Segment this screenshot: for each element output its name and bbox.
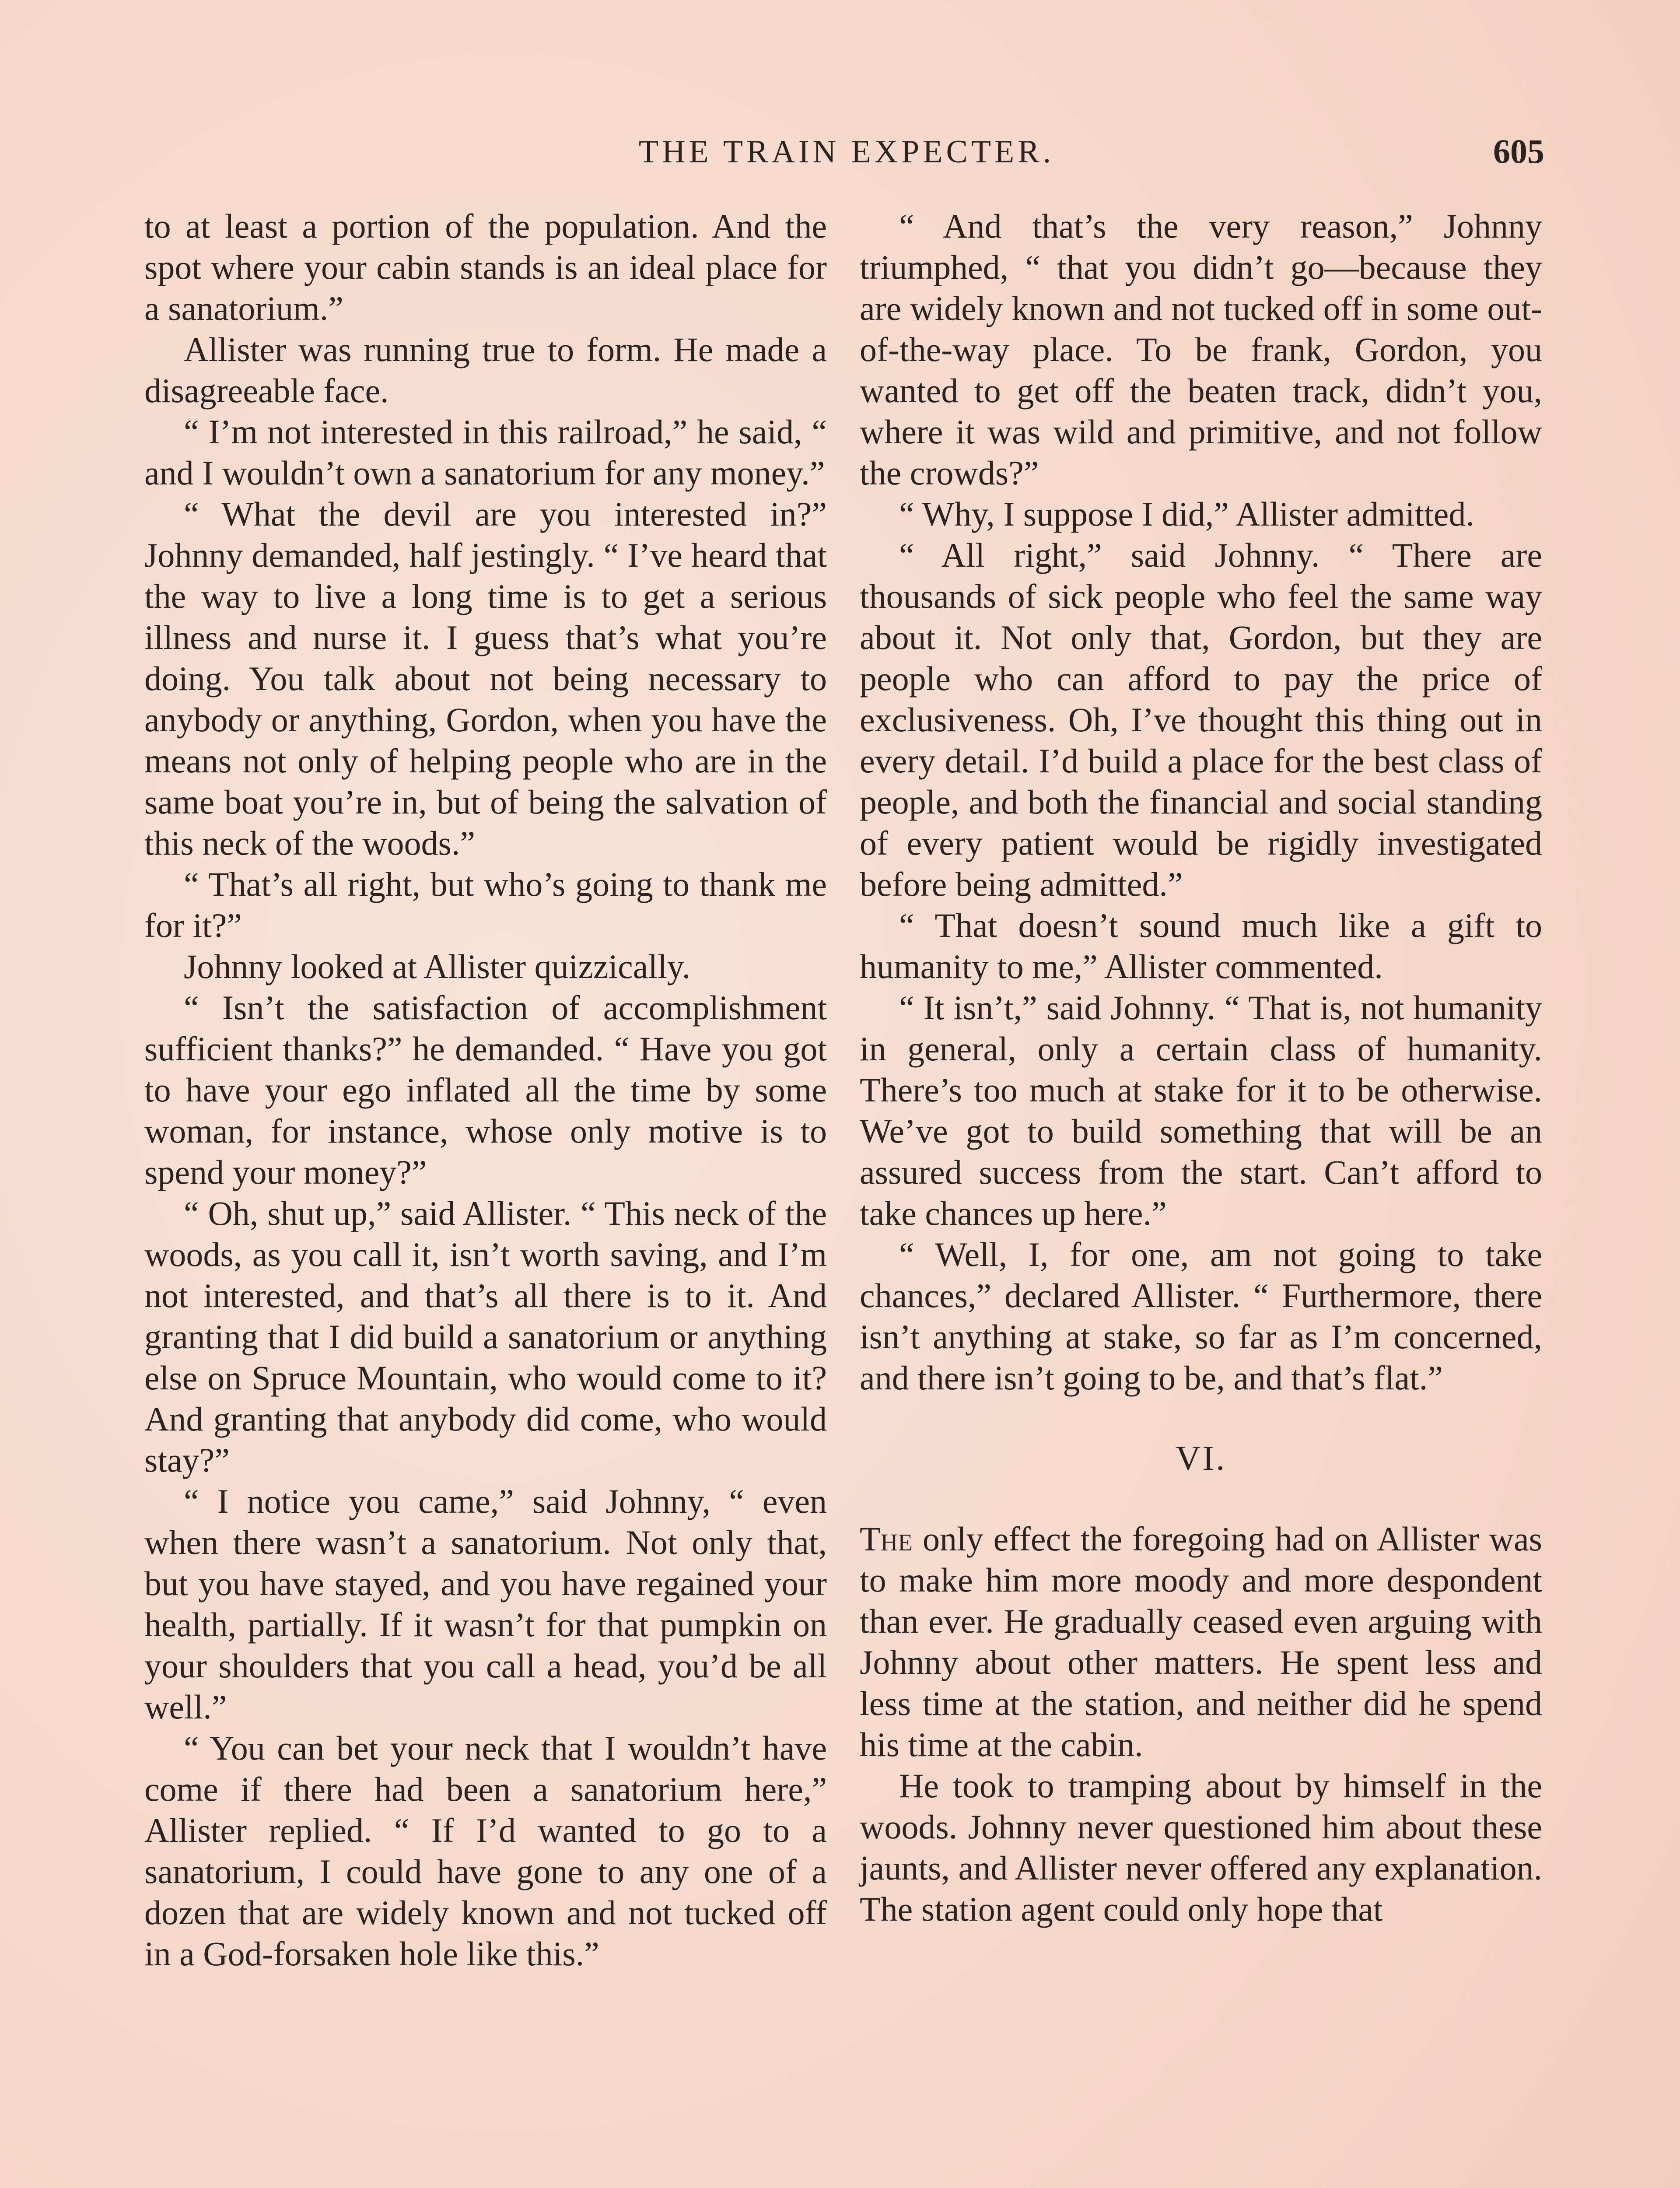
section-first-word: The bbox=[860, 1520, 913, 1558]
section-first-rest: only effect the foregoing had on Allister was to make him more moody and more despondent than ever. He gradually ceased even arguing with Johnny about other matters. He spent less and less time at the station, and neither did he spend his time at the cabin. bbox=[860, 1520, 1542, 1764]
paragraph: “ Isn’t the satisfaction of accomplishment sufficient thanks?” he demanded. “ Have you got to have your ego inflated all the time by some woman, for instance, whose only motive is to spend your money?” bbox=[144, 989, 827, 1191]
paragraph: “ I’m not interested in this railroad,” he said, “ and I wouldn’t own a sanatorium for any money.” bbox=[144, 413, 827, 492]
right-column bbox=[860, 206, 1542, 1930]
left-column bbox=[144, 206, 827, 1974]
paragraph: Johnny looked at Allister quizzically. bbox=[184, 947, 691, 985]
paragraph: “ And that’s the very reason,” Johnny triumphed, “ that you didn’t go—because they are widely known and not tucked off in some out-of-the-way place. To be frank, Gordon, you wanted to get off the beaten track, didn’t you, where it was wild and primitive, and not follow the crowds?” bbox=[860, 207, 1542, 492]
paragraph: “ You can bet your neck that I wouldn’t have come if there had been a sanatorium here,” Allister replied. “ If I’d wanted to go to a sanatorium, I could have gone to any one of a dozen that are widely known and not tucked off in a God-forsaken hole like this.” bbox=[144, 1729, 827, 1973]
paragraph: “ What the devil are you interested in?” Johnny demanded, half jestingly. “ I’ve heard that the way to live a long time is to get a serious illness and nurse it. I guess that’s what you’re doing. You talk about not being necessary to anybody or anything, Gordon, when you have the means not only of helping people who are in the same boat you’re in, but of being the salvation of this neck of the woods.” bbox=[144, 495, 827, 862]
paragraph: “ It isn’t,” said Johnny. “ That is, not humanity in general, only a certain class of humanity. There’s too much at stake for it to be otherwise. We’ve got to build something that will be an assured success from the start. Can’t afford to take chances up here.” bbox=[860, 989, 1542, 1232]
paragraph: to at least a portion of the population. And the spot where your cabin stands is an ideal place for a sanatorium.” bbox=[144, 207, 827, 327]
paragraph: “ Oh, shut up,” said Allister. “ This neck of the woods, as you call it, isn’t worth saving, and I’m not interested, and that’s all there is to it. And granting that I did build a sanatorium or anything else on Spruce Mountain, who would come to it? And granting that anybody did come, who would stay?” bbox=[144, 1194, 827, 1479]
paragraph: “ All right,” said Johnny. “ There are thousands of sick people who feel the same way about it. Not only that, Gordon, but they are people who can afford to pay the price of exclusiveness. Oh, I’ve thought this thing out in every detail. I’d build a place for the best class of people, and both the financial and social standing of every patient would be rigidly investigated before being admitted.” bbox=[860, 536, 1542, 903]
paragraph: “ I notice you came,” said Johnny, “ even when there wasn’t a sanatorium. Not only that, but you have stayed, and you have regained your health, partially. If it wasn’t for that pumpkin on your shoulders that you call a head, you’d be all well.” bbox=[144, 1482, 827, 1726]
section-heading: VI. bbox=[1175, 1439, 1227, 1478]
paragraph: “ That doesn’t sound much like a gift to humanity to me,” Allister commented. bbox=[860, 906, 1542, 985]
paragraph: “ That’s all right, but who’s going to thank me for it?” bbox=[144, 865, 827, 944]
page-header bbox=[149, 129, 1544, 177]
page-number: 605 bbox=[1493, 132, 1544, 170]
paragraph: He took to tramping about by himself in the woods. Johnny never questioned him about these jaunts, and Allister never offered any explanation. The station agent could only hope that bbox=[860, 1767, 1542, 1928]
section-opening-paragraph bbox=[860, 1518, 1542, 1765]
paragraph: “ Why, I suppose I did,” Allister admitted. bbox=[899, 495, 1474, 533]
paragraph: “ Well, I, for one, am not going to take chances,” declared Allister. “ Furthermore, there isn’t anything at stake, so far as I’m concerned, and there isn’t going to be, and that’s flat.” bbox=[860, 1235, 1542, 1397]
running-title: THE TRAIN EXPECTER. bbox=[638, 134, 1055, 170]
paragraph: Allister was running true to form. He made a disagreeable face. bbox=[144, 330, 827, 410]
